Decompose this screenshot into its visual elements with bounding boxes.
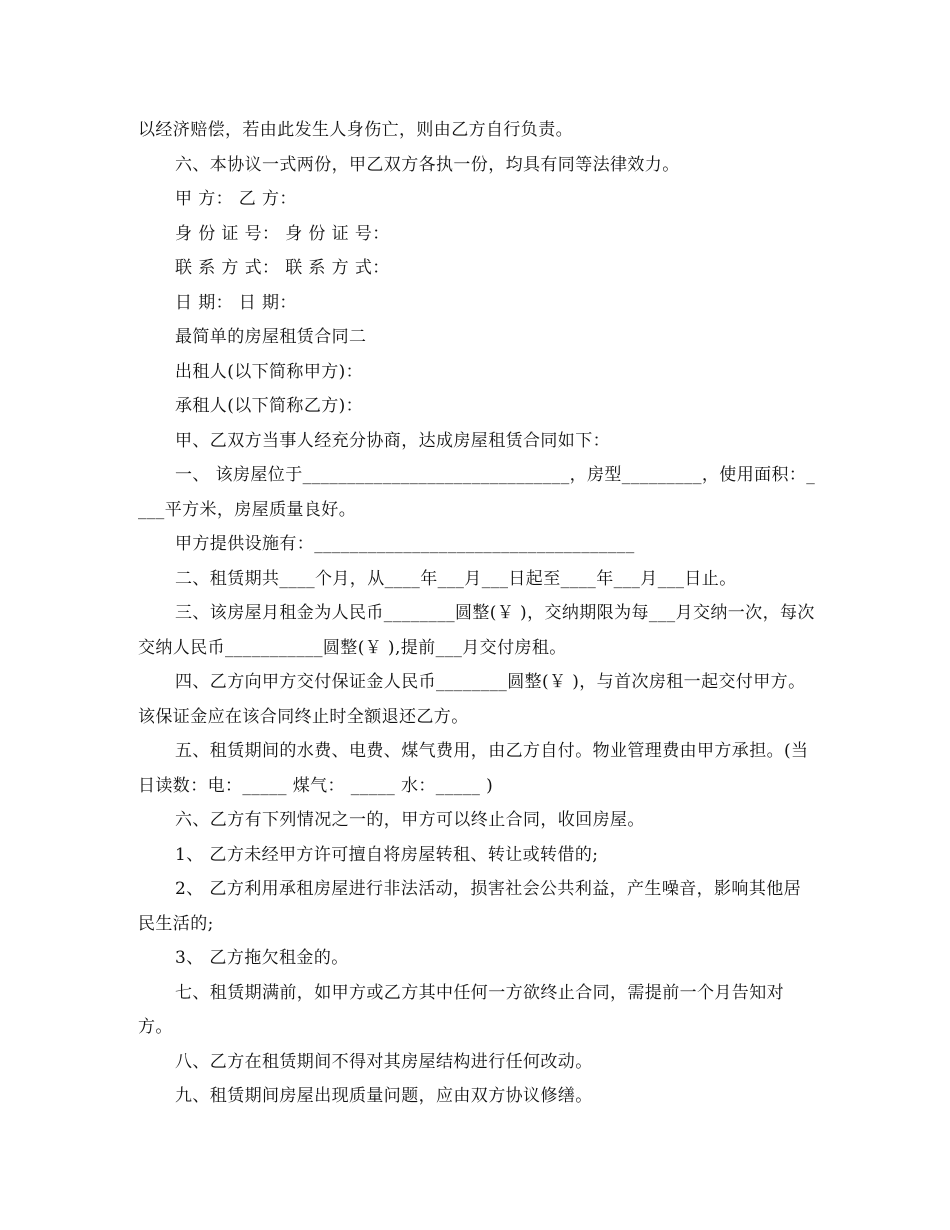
- signature-id-line: 身 份 证 号： 身 份 证 号：: [175, 223, 390, 244]
- document-body: [138, 113, 818, 1114]
- paragraph-clause-6-copies: 六、本协议一式两份，甲乙双方各执一份，均具有同等法律效力。: [175, 154, 680, 175]
- paragraph-continuation: 以经济赔偿，若由此发生人身伤亡，则由乙方自行负责。: [138, 120, 573, 140]
- clause-6-item-2: 2、 乙方利用承租房屋进行非法活动，损害社会公共利益，产生噪音，影响其他居民生活的;: [138, 879, 802, 934]
- lessee-line: 承租人(以下简称乙方)：: [175, 396, 364, 416]
- clause-2-term: 二、租赁期共____个月，从____年___月___日起至____年___月___日止。: [175, 568, 737, 589]
- contract-preamble: 甲、乙双方当事人经充分协商，达成房屋租赁合同如下：: [175, 430, 610, 451]
- clause-5-utilities: 五、租赁期间的水费、电费、煤气费用，由乙方自付。物业管理费由甲方承担。(当日读数：电：_____ 煤气： _____ 水：_____ ): [138, 741, 809, 796]
- clause-9-repairs: 九、租赁期间房屋出现质量问题，应由双方协议修缮。: [175, 1086, 593, 1106]
- signature-party-line: 甲 方： 乙 方：: [175, 189, 297, 209]
- clause-6-item-1: 1、 乙方未经甲方许可擅自将房屋转租、转让或转借的;: [175, 844, 599, 865]
- clause-4-deposit: 四、乙方向甲方交付保证金人民币________圆整(￥ )，与首次房租一起交付甲方。该保证金应在该合同终止时全额退还乙方。: [138, 672, 806, 727]
- signature-contact-line: 联 系 方 式： 联 系 方 式：: [175, 258, 390, 278]
- contract-title: 最简单的房屋租赁合同二: [175, 327, 367, 347]
- clause-facilities: 甲方提供设施有：____________________________________: [175, 534, 635, 554]
- lessor-line: 出租人(以下简称甲方)：: [175, 361, 364, 382]
- clause-7-early-termination: 七、租赁期满前，如甲方或乙方其中任何一方欲终止合同，需提前一个月告知对方。: [138, 982, 784, 1037]
- clause-1-location: 一、 该房屋位于______________________________，房型_________，使用面积：____平方米，房屋质量良好。: [138, 465, 816, 520]
- clause-6-item-3: 3、 乙方拖欠租金的。: [175, 948, 349, 968]
- clause-8-structure: 八、乙方在租赁期间不得对其房屋结构进行任何改动。: [175, 1051, 593, 1072]
- clause-3-rent: 三、该房屋月租金为人民币________圆整(￥ )，交纳期限为每___月交纳一次，每次交纳人民币___________圆整(￥ ),提前___月交付房租。: [138, 603, 815, 658]
- signature-date-line: 日 期： 日 期：: [175, 292, 297, 313]
- clause-6-termination: 六、乙方有下列情况之一的，甲方可以终止合同，收回房屋。: [175, 810, 645, 830]
